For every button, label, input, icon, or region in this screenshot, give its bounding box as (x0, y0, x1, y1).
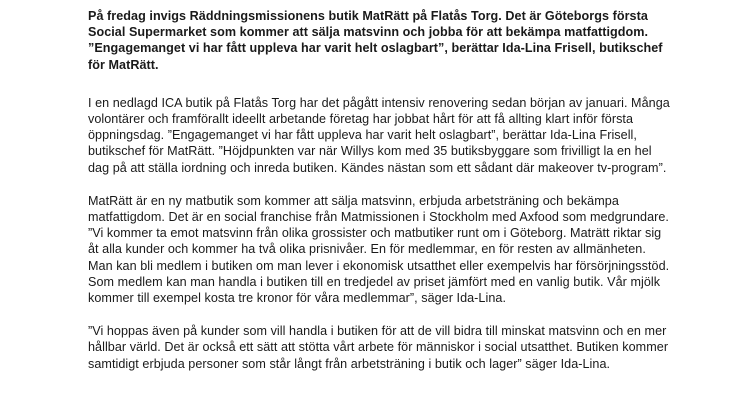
body-paragraph-quote-pricing: ”Vi kommer ta emot matsvinn från olika grossister och matbutiker runt om i Göteborg. Maträtt riktar sig åt alla kunder och kommer ha två olika prisnivåer. En för medlemmar, en för resten av allmänheten. Man kan bli medlem i butiken om man lever i ekonomisk utsatthet eller exempelvis har försörjningsstöd. Som medlem kan man handla i butiken till en tredjedel av priset jämfört med en vanlig butik. Vår mjölk kommer till exempel kosta tre kronor för våra medlemmar”, säger Ida-Lina. (88, 226, 670, 306)
body-paragraph-quote-customers: ”Vi hoppas även på kunder som vill handla i butiken för att de vill bidra till minskat matsvinn och en mer hållbar värld. Det är också ett sätt att stötta vårt arbete för människor i social utsatthet. Butiken kommer samtidigt erbjuda personer som står långt från arbetsträning i butik och lager” säger Ida-Lina. (88, 324, 669, 371)
body-paragraph-about-matratt: MatRätt är en ny matbutik som kommer att sälja matsvinn, erbjuda arbetsträning och bekämpa matfattigdom. Det är en social franchise från Matmissionen i Stockholm med Axfood som medgrundare. (88, 193, 669, 225)
lead-paragraph: På fredag invigs Räddningsmissionens butik MatRätt på Flatås Torg. Det är Göteborgs första Social Supermarket som kommer att sälja matsvinn och jobba för att bekämpa matfattigdom. ”Engagemanget vi har fått uppleva har varit helt oslagbart”, berättar Ida-Lina Frisell, butikschef för MatRätt. (88, 9, 663, 72)
body-paragraph-renovation: I en nedlagd ICA butik på Flatås Torg har det pågått intensiv renovering sedan början av januari. Många volontärer och framförallt ideellt arbetande företag har jobbat hårt för att få allting klart inför första öppningsdag. ”Engagemanget vi har fått uppleva har varit helt oslagbart”, berättar Ida-Lina Frisell, butikschef för MatRätt. ”Höjdpunkten var när Willys kom med 35 butiksbyggare som frivilligt la en hel dag på att ställa iordning och inreda butiken. Kändes nästan som ett sådant där makeover tv-program”. (88, 95, 670, 175)
article-body (88, 0, 673, 372)
